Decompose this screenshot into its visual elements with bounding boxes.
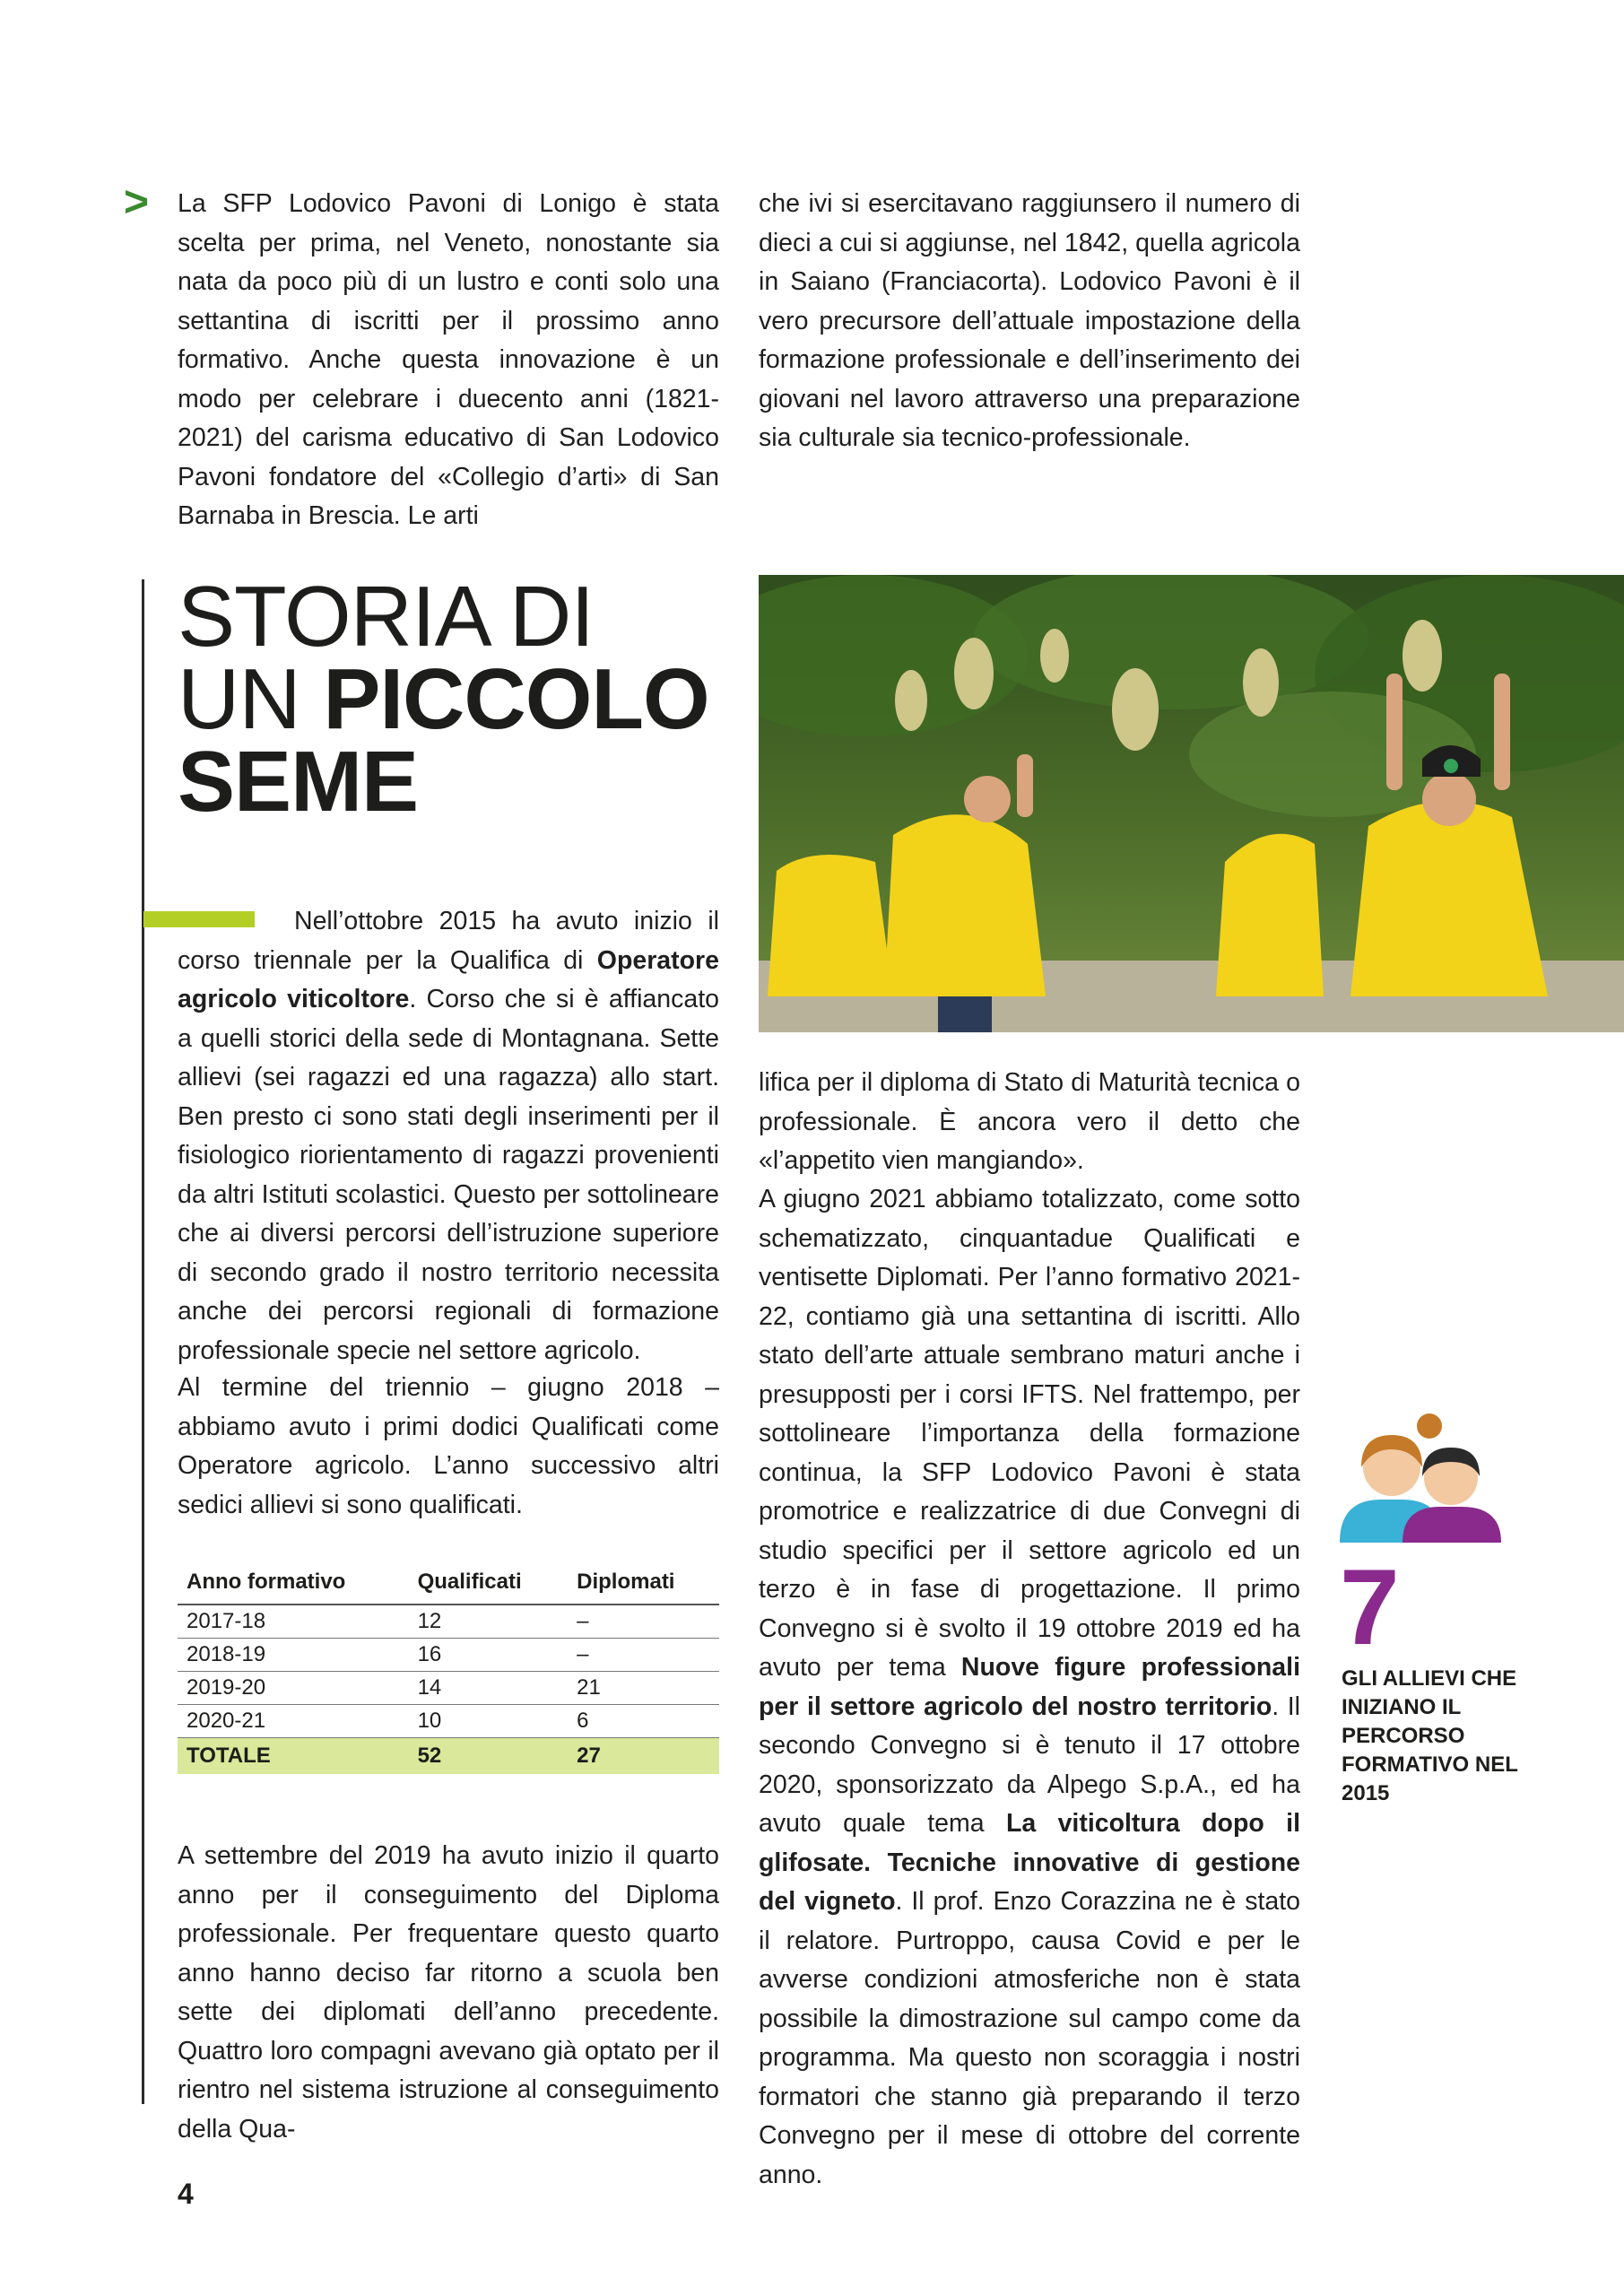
page-title	[178, 569, 709, 830]
table-cell: 10	[409, 1705, 569, 1738]
table-cell: 6	[568, 1705, 719, 1738]
vertical-rule	[142, 579, 144, 2104]
table-cell: TOTALE	[178, 1738, 409, 1775]
body-left-paragraph-3: A settembre del 2019 ha avuto inizio il quarto anno per il conseguimento del Diploma professionale. Per frequentare questo quarto anno hanno deciso far ritorno a scuola ben sette dei diplomati dell’anno precedente. Quattro loro compagni avevano già optato per il rientro nel sistema istruzione al conseguimento della Qua-	[178, 1841, 719, 2144]
table-row	[178, 1639, 719, 1672]
table-total-row	[178, 1738, 719, 1775]
stat-number: 7	[1340, 1547, 1400, 1667]
table-cell: 2020-21	[178, 1705, 409, 1738]
intro-right-paragraph: che ivi si esercitavano raggiunsero il numero di dieci a cui si aggiunse, nel 1842, quella agricola in Saiano (Franciacorta). Lodovico Pavoni è il vero precursore dell’attuale impostazione della formazione professionale e dell’inserimento dei giovani nel lavoro attraverso una preparazione sia culturale sia tecnico-professionale.	[759, 189, 1300, 452]
body-left-paragraph-1: Nell’ottobre 2015 ha avuto inizio il corso triennale per la Qualifica di Operatore agricolo viticoltore. Corso che si è affiancato a quelli storici della sede di Montagnana. Sette allievi (sei ragazzi ed una ragazza) allo start. Ben presto ci sono stati degli inserimenti per il fisiologico riorientamento di ragazzi provenienti da altri Istituti scolastici. Questo per sottolineare che ai diversi percorsi dell’istruzione superiore di secondo grado il nostro territorio necessita anche dei percorsi regionali di formazione professionale specie nel settore agricolo.	[178, 907, 719, 1365]
table-row	[178, 1705, 719, 1738]
table-cell: –	[568, 1639, 719, 1672]
table-row	[178, 1672, 719, 1705]
column-header: Anno formativo	[178, 1562, 409, 1605]
page-number: 4	[178, 2178, 194, 2210]
title-line-2: UN PICCOLO	[178, 651, 709, 747]
body-left-paragraph-2: Al termine del triennio – giugno 2018 – abbiamo avuto i primi dodici Qualificati come Operatore agricolo. L’anno successivo altri sedici allievi si sono qualificati.	[178, 1373, 719, 1519]
title-line-1: STORIA DI	[178, 569, 595, 665]
table-cell: 2018-19	[178, 1639, 409, 1672]
title-line-3: SEME	[178, 734, 419, 830]
table-cell: 12	[409, 1605, 569, 1639]
table-cell: 52	[409, 1738, 569, 1775]
table-cell: 27	[568, 1738, 719, 1775]
arrow-marker-icon: >	[124, 178, 150, 226]
table-cell: –	[568, 1605, 719, 1639]
vineyard-photo	[759, 575, 1624, 1032]
intro-left-paragraph: La SFP Lodovico Pavoni di Lonigo è stata scelta per prima, nel Veneto, nonostante sia nata da poco più di un lustro e conti solo una settantina di iscritti per il prossimo anno formativo. Anche questa innovazione è un modo per celebrare i duecento anni (1821-2021) del carisma educativo di San Lodovico Pavoni fondatore del «Collegio d’arti» di San Barnaba in Brescia. Le arti	[178, 189, 719, 530]
table-header-row	[178, 1562, 719, 1605]
table-cell: 2017-18	[178, 1605, 409, 1639]
column-header: Qualificati	[409, 1562, 569, 1605]
table-cell: 14	[409, 1672, 569, 1705]
body-right-paragraph-1: lifica per il diploma di Stato di Maturità tecnica o professionale. È ancora vero il detto che «l’appetito vien mangiando».	[759, 1068, 1300, 1175]
table-row	[178, 1605, 719, 1639]
results-table	[178, 1562, 719, 1774]
column-header: Diplomati	[568, 1562, 719, 1605]
students-icon	[1340, 1413, 1501, 1543]
table-cell: 2019-20	[178, 1672, 409, 1705]
table-cell: 21	[568, 1672, 719, 1705]
body-right-paragraph-2: A giugno 2021 abbiamo totalizzato, come sotto schematizzato, cinquantadue Qualificati e ventisette Diplomati. Per l’anno formativo 2021-22, contiamo già una settantina di iscritti. Allo stato dell’arte attuale sembrano maturi anche i presupposti per i corsi IFTS. Nel frattempo, per sottolineare l’importanza della formazione continua, la SFP Lodovico Pavoni è stata promotrice e realizzatrice di due Convegni di studio specifici per il settore agricolo ed un terzo è in fase di progettazione. Il primo Convegno si è svolto il 19 ottobre 2019 ed ha avuto per tema Nuove figure professionali per il settore agricolo del nostro territorio. Il secondo Convegno si è tenuto il 17 ottobre 2020, sponsorizzato da Alpego S.p.A., ed ha avuto quale tema La viticoltura dopo il glifosate. Tecniche innovative di gestione del vigneto. Il prof. Enzo Corazzina ne è stato il relatore. Purtroppo, causa Covid e per le avverse condizioni atmosferiche non è stata possibile la dimostrazione sul campo come da programma. Ma questo non scoraggia i nostri formatori che stanno già preparando il terzo Convegno per il mese di ottobre del corrente anno.	[759, 1185, 1300, 2189]
table-cell: 16	[409, 1639, 569, 1672]
stat-label: GLI ALLIEVI CHE INIZIANO IL PERCORSO FORMATIVO NEL 2015	[1342, 1666, 1518, 1805]
